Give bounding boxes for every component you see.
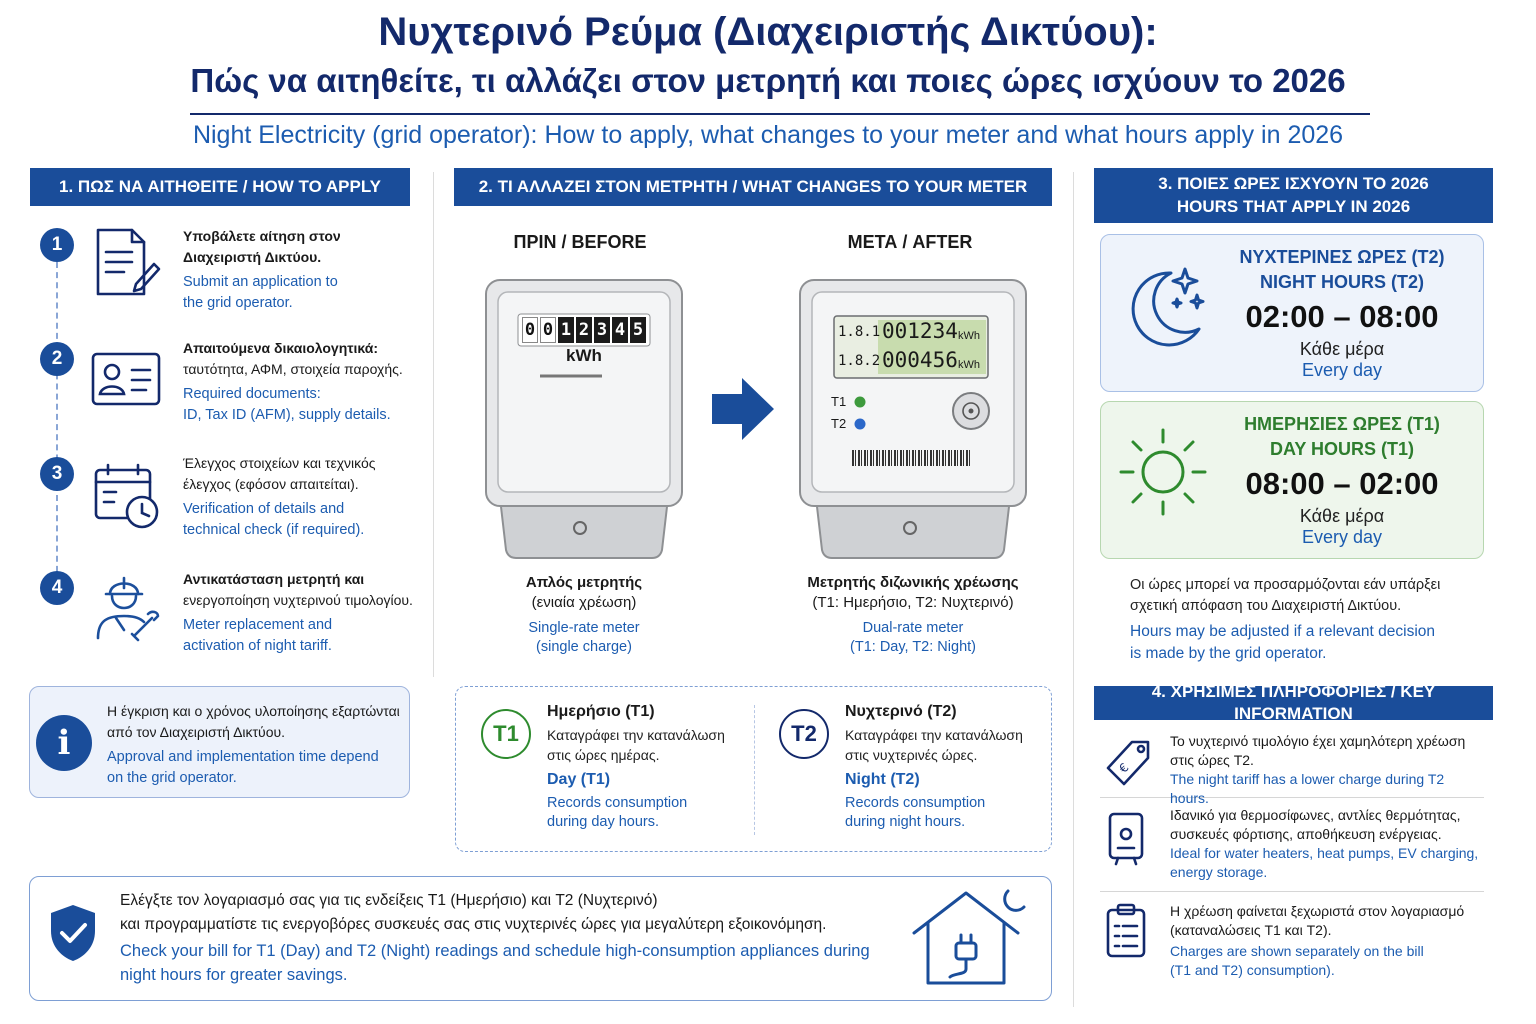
night-every-day-en: Every day (1301, 360, 1383, 380)
hours-adjust-note (1130, 575, 1490, 665)
meter-digit: 2 (576, 317, 592, 343)
day-hours-card (1100, 401, 1484, 559)
key-info-row-2 (1100, 800, 1484, 892)
after-caption-gr2: (T1: Ημερήσιο, T2: Νυχτερινό) (812, 594, 1014, 611)
day-hours-time: 08:00 – 02:00 (1245, 466, 1439, 501)
register-2-value: 000456 (882, 348, 958, 372)
step-1-number: 1 (40, 228, 74, 262)
key-info-row-1 (1100, 726, 1484, 806)
note-en-line1: Hours may be adjusted if a relevant decision (1130, 623, 1435, 640)
meter-digit: 3 (594, 317, 610, 343)
dual-rate-meter (798, 278, 1028, 560)
step-3-gr-line2: έλεγχος (εφόσον απαιτείται). (183, 476, 359, 492)
key-3-gr-line2: (καταναλώσεις T1 και T2). (1170, 922, 1332, 938)
register-2-code: 1.8.2 (838, 353, 881, 369)
t1-title: Ημερήσιο (T1) (547, 703, 655, 720)
after-caption-en2: (T1: Day, T2: Night) (850, 639, 976, 655)
svg-text:€: € (1116, 760, 1132, 776)
step-3-en-line1: Verification of details and (183, 501, 345, 517)
t2-indicator-label: T2 (831, 416, 847, 431)
before-caption-en1: Single-rate meter (528, 620, 640, 636)
column-divider-1 (433, 172, 434, 677)
price-tag-icon (1102, 734, 1154, 790)
section2-header: 2. ΤΙ ΑΛΛΑΖΕΙ ΣΤΟΝ ΜΕΤΡΗΤΗ / WHAT CHANGES TO YOUR METER (454, 168, 1052, 206)
step-2-text (183, 338, 428, 426)
info-en-line2: on the grid operator. (107, 770, 237, 786)
step-4-number: 4 (40, 571, 74, 605)
step-4-gr-line1: Αντικατάσταση μετρητή και (183, 571, 365, 587)
note-gr-line2: σχετική απόφαση του Διαχειριστή Δικτύου. (1130, 598, 1402, 614)
key-2-en-line1: Ideal for water heaters, heat pumps, EV charging, (1170, 845, 1479, 861)
info-gr-line2: από τον Διαχειριστή Δικτύου. (107, 724, 286, 740)
section4-header: 4. ΧΡΗΣΙΜΕΣ ΠΛΗΡΟΦΟΡΙΕΣ / KEY INFORMATION (1094, 686, 1493, 720)
key-2-en-line2: energy storage. (1170, 864, 1268, 880)
meter-digits (520, 317, 648, 343)
key-1-en-line1: The night tariff has a lower charge during T2 hours. (1170, 771, 1445, 806)
before-caption (464, 573, 704, 657)
night-hours-en: NIGHT HOURS (T2) (1260, 272, 1424, 292)
step-3-text (183, 453, 428, 541)
meter-digit: 4 (612, 317, 628, 343)
meter-digit: 5 (630, 317, 646, 343)
t2-en-line2: during night hours. (845, 814, 966, 830)
day-every-day-gr: Κάθε μέρα (1299, 506, 1385, 526)
meter-digit: 0 (540, 317, 556, 343)
day-hours-en: DAY HOURS (T1) (1269, 439, 1415, 459)
step-4-en-line1: Meter replacement and (183, 617, 333, 633)
section1-header: 1. ΠΩΣ ΝΑ ΑΙΤΗΘΕΙΤΕ / HOW TO APPLY (30, 168, 410, 206)
t2-en-title: Night (T2) (845, 771, 920, 788)
steps-connector (56, 262, 58, 582)
step-3-gr-line1: Έλεγχος στοιχείων και τεχνικός (183, 455, 376, 471)
step-2-en-line2: ID, Tax ID (AFM), supply details. (183, 407, 391, 423)
register-1-code: 1.8.1 (838, 324, 881, 340)
tariff-zones-box (455, 686, 1052, 852)
after-caption-gr1: Μετρητής διζωνικής χρέωσης (807, 574, 1019, 591)
id-card-icon (90, 350, 162, 408)
key-2-gr-line1: Ιδανικό για θερμοσίφωνες, αντλίες θερμότητας, (1170, 807, 1461, 823)
step-3-en-line2: technical check (if required). (183, 522, 365, 538)
bottom-en-line1: Check your bill for T1 (Day) and T2 (Night) readings and schedule high-consumption appliances during (120, 942, 870, 960)
bottom-gr-line2: και προγραμματίστε τις ενεργοβόρες συσκευές σας στις νυχτερινές ώρες για μεγαλύτερη εξοικονόμηση. (120, 916, 827, 933)
night-hours-time: 02:00 – 08:00 (1245, 299, 1439, 334)
approval-info-box (29, 686, 410, 798)
step-4-en-line2: activation of night tariff. (183, 638, 332, 654)
step-1-gr-line2: Διαχειριστή Δικτύου. (183, 249, 322, 265)
key-3-en-line1: Charges are shown separately on the bill (1170, 943, 1424, 959)
info-gr-line1: Η έγκριση και ο χρόνος υλοποίησης εξαρτώνται (107, 703, 400, 719)
step-3-number: 3 (40, 457, 74, 491)
step-2-en-line1: Required documents: (183, 386, 321, 402)
t2-gr-line2: στις νυχτερινές ώρες. (845, 747, 978, 763)
t1-indicator-label: T1 (831, 394, 847, 409)
note-gr-line1: Οι ώρες μπορεί να προσαρμόζονται εάν υπάρξει (1130, 577, 1441, 593)
page-title: Νυχτερινό Ρεύμα (Διαχειριστής Δικτύου): (378, 10, 1158, 54)
tariff-divider (754, 705, 755, 835)
before-caption-gr1: Απλός μετρητής (525, 574, 643, 591)
calendar-clock-icon (92, 462, 162, 530)
document-pen-icon (92, 226, 162, 300)
before-caption-gr2: (ενιαία χρέωση) (531, 594, 637, 611)
t2-badge: T2 (779, 709, 829, 759)
before-label: ΠΡΙΝ / BEFORE (513, 232, 647, 252)
clipboard-icon (1104, 902, 1148, 960)
day-every-day-en: Every day (1301, 527, 1383, 547)
bottom-gr-line1: Ελέγξτε τον λογαριασμό σας για τις ενδείξεις T1 (Ημερήσιο) και T2 (Νυχτερινό) (120, 892, 658, 909)
t2-en-line1: Records consumption (845, 795, 986, 811)
section3-header (1094, 168, 1493, 223)
column-divider-2 (1073, 172, 1074, 1007)
step-1-gr-line1: Υποβάλετε αίτηση στον (183, 228, 341, 244)
register-1-unit: kWh (958, 330, 980, 342)
t2-title: Νυχτερινό (T2) (845, 703, 957, 720)
register-1-value: 001234 (882, 319, 958, 343)
title-divider (190, 113, 1370, 115)
info-icon: i (36, 715, 92, 771)
step-1-en-line1: Submit an application to (183, 274, 338, 290)
key-1-gr-line2: στις ώρες T2. (1170, 752, 1254, 768)
moon-stars-icon (1119, 263, 1209, 353)
after-label: ΜΕΤΑ / AFTER (847, 232, 973, 252)
page-subtitle: Πώς να αιτηθείτε, τι αλλάζει στον μετρητή και ποιες ώρες ισχύουν το 2026 (190, 62, 1346, 99)
meter-digit: 1 (558, 317, 574, 343)
section3-header-line1: 3. ΠΟΙΕΣ ΩΡΕΣ ΙΣΧΥΟΥΝ ΤΟ 2026 (1158, 174, 1429, 194)
step-4-text (183, 569, 428, 657)
register-2-unit: kWh (958, 359, 980, 371)
t1-en-line1: Records consumption (547, 795, 688, 811)
night-hours-card (1100, 234, 1484, 392)
t1-badge: T1 (481, 709, 531, 759)
section3-header-line2: HOURS THAT APPLY IN 2026 (1176, 196, 1411, 216)
key-info-row-3 (1100, 896, 1484, 986)
arrow-right-icon (712, 378, 774, 440)
t1-en-title: Day (T1) (547, 771, 611, 788)
t1-en-line2: during day hours. (547, 814, 660, 830)
key-3-gr-line1: Η χρέωση φαίνεται ξεχωριστά στον λογαριασμό (1170, 903, 1465, 919)
before-caption-en2: (single charge) (536, 639, 632, 655)
bottom-en-line2: night hours for greater savings. (120, 966, 348, 984)
key-2-gr-line2: συσκευές φόρτισης, αποθήκευση ενέργειας. (1170, 826, 1442, 842)
t1-gr-line2: στις ώρες ημέρας. (547, 747, 660, 763)
house-plug-moon-icon (910, 887, 1030, 987)
sun-icon (1117, 426, 1209, 518)
after-caption (778, 573, 1048, 657)
single-rate-meter (484, 278, 684, 560)
note-en-line2: is made by the grid operator. (1130, 645, 1327, 662)
day-hours-gr: ΗΜΕΡΗΣΙΕΣ ΩΡΕΣ (T1) (1244, 414, 1440, 434)
meter-unit: kWh (566, 346, 602, 365)
meter-digit: 0 (522, 317, 538, 343)
step-2-gr-line2: ταυτότητα, ΑΦΜ, στοιχεία παροχής. (183, 361, 403, 377)
water-heater-icon (1104, 810, 1148, 866)
step-2-number: 2 (40, 342, 74, 376)
barcode (852, 450, 970, 466)
t1-gr-line1: Καταγράφει την κατανάλωση (547, 727, 725, 743)
shield-check-icon (48, 903, 98, 963)
step-1-en-line2: the grid operator. (183, 295, 293, 311)
step-2-gr-line1: Απαιτούμενα δικαιολογητικά: (183, 340, 379, 356)
after-caption-en1: Dual-rate meter (862, 620, 964, 636)
savings-tip-box (29, 876, 1052, 1001)
night-hours-gr: ΝΥΧΤΕΡΙΝΕΣ ΩΡΕΣ (T2) (1239, 247, 1445, 267)
info-en-line1: Approval and implementation time depend (107, 749, 379, 765)
key-1-gr-line1: Το νυχτερινό τιμολόγιο έχει χαμηλότερη χρέωση (1170, 733, 1466, 749)
key-3-en-line2: (T1 and T2) consumption). (1170, 962, 1335, 978)
t2-gr-line1: Καταγράφει την κατανάλωση (845, 727, 1023, 743)
technician-icon (94, 570, 162, 642)
page-title-english: Night Electricity (grid operator): How to apply, what changes to your meter and what hours apply in 2026 (192, 121, 1344, 149)
step-1-text (183, 226, 423, 314)
night-every-day-gr: Κάθε μέρα (1299, 339, 1385, 359)
step-4-gr-line2: ενεργοποίηση νυχτερινού τιμολογίου. (183, 592, 413, 608)
